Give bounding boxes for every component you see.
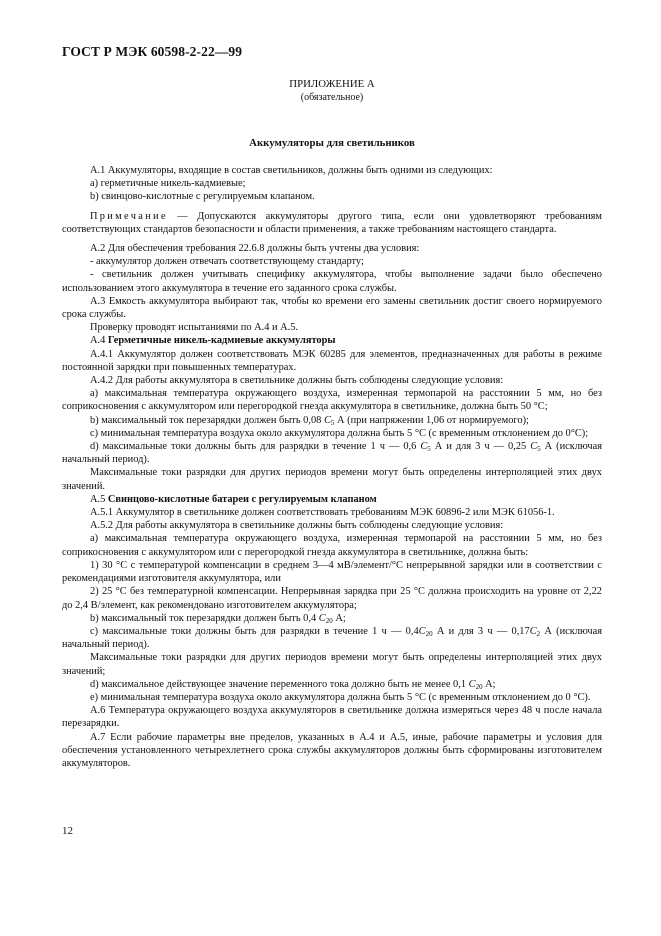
a6-text: А.6 Температура окружающего воздуха аккумуляторов в светильнике должна измеряться через 48 ч после начала перезарядки.	[62, 705, 602, 730]
a4-2-c: с) минимальная температура воздуха около аккумулятора должна быть 5 °С (с временным отклонением до 0°С);	[90, 427, 589, 439]
a5-1: А.5.1 Аккумулятор в светильнике должен соответствовать требованиям МЭК 60896-2 или МЭК 61056-1.	[90, 507, 555, 519]
page-number: 12	[62, 825, 73, 837]
a2-intro: А.2 Для обеспечения требования 22.6.8 должны быть учтены два условия:	[90, 243, 420, 255]
a5-num: А.5	[90, 493, 106, 505]
a5-2-d: d) максимальное действующее значение переменного тока должно быть не менее 0,1 $C_{20}$ А;	[90, 678, 496, 691]
a4-2-a: а) максимальная температура окружающего воздуха, измеренная термопарой на расстоянии 5 мм, но без соприкосновения с аккумулятором или перегородкой гнезда аккумулятора в светильнике, должна быть 50 °С;	[62, 388, 602, 413]
section-title: Аккумуляторы для светильников	[249, 137, 415, 149]
document-body	[62, 164, 602, 770]
a4-other: Максимальные токи разрядки для других периодов времени могут быть определены интерполяцией этих двух значений.	[62, 467, 602, 492]
a5-other: Максимальные токи разрядки для других периодов времени могут быть определены интерполяцией этих двух значений;	[62, 652, 602, 677]
a5-2-b: b) максимальный ток перезарядки должен быть 0,4 $C_{20}$ А;	[90, 612, 346, 625]
a4-1: А.4.1 Аккумулятор должен соответствовать МЭК 60285 для элементов, предназначенных для работы в режиме постоянной зарядки при повышенных температурах.	[62, 348, 602, 373]
a4-2-b: b) максимальный ток перезарядки должен быть 0,08 $C_5$ А (при напряжении 1,06 от нормируемого);	[90, 414, 529, 427]
note-paragraph	[62, 210, 602, 236]
a4-heading	[90, 334, 602, 347]
a5-2: А.5.2 Для работы аккумулятора в светильнике должны быть соблюдены следующие условия:	[90, 520, 504, 532]
a4-num: А.4	[90, 335, 106, 347]
a2-condition-2: - светильник должен учитывать специфику аккумулятора, чтобы выполнение задачи было обеспечено использованием этого аккумулятора в течение его заданного срока службы.	[62, 269, 602, 294]
a1-item-a: а) герметичные никель-кадмиевые;	[90, 178, 246, 190]
a5-2-a2: 2) 25 °С без температурной компенсации. Непрерывная зарядка при 25 °С должна происходить на уровне от 2,22 до 2,4 В/элемент, как рекомендовано изготовителем аккумулятора;	[62, 586, 602, 611]
a4-2-d: d) максимальные токи должны быть для разрядки в течение 1 ч — 0,6 $C_5$ А и для 3 ч — 0,25 $C_5$ А (исключая начальный период).	[62, 441, 602, 466]
a1-item-b: b) свинцово-кислотные с регулируемым клапаном.	[90, 191, 315, 203]
a5-2-e: е) минимальная температура воздуха около аккумулятора должна быть 5 °С (с временным отклонением до 0 °С).	[90, 691, 591, 703]
annex-status: (обязательное)	[300, 92, 364, 103]
a2-condition-1: - аккумулятор должен отвечать соответствующему стандарту;	[90, 256, 364, 268]
a5-title: Свинцово-кислотные батареи с регулируемым клапаном	[107, 493, 377, 505]
a5-2-a1: 1) 30 °С с температурой компенсации в среднем 3—4 мВ/элемент/°С непрерывной зарядки или в соответствии с рекомендациями изготовителя аккумулятора, или	[62, 559, 602, 585]
a5-2-a: а) максимальная температура окружающего воздуха, измеренная термопарой на расстоянии 5 мм, но без соприкосновения с аккумулятором или с перегородкой гнезда аккумулятора в светильнике, должна быть:	[62, 533, 602, 558]
a3-check: Проверку проводят испытаниями по А.4 и А.5.	[90, 322, 299, 334]
annex-title: ПРИЛОЖЕНИЕ А	[289, 78, 375, 90]
a4-2: А.4.2 Для работы аккумулятора в светильнике должны быть соблюдены следующие условия:	[90, 375, 504, 387]
a5-heading	[90, 493, 602, 506]
a5-2-c: с) максимальные токи должны быть для разрядки в течение 1 ч — $0,4C_{20}$ А и для 3 ч — $0,17C_2$ А (исключая начальный период).	[62, 625, 602, 651]
note-text: — Допускаются аккумуляторы другого типа, если они удовлетворяют требованиям соответствующих стандартов безопасности и области применения, а также требованиям настоящего стандарта.	[62, 210, 602, 235]
a4-title: Герметичные никель-кадмиевые аккумуляторы	[107, 335, 336, 347]
a7-text: А.7 Если рабочие параметры вне пределов, указанных в А.4 и А.5, иные, рабочие параметры и условия для обеспечения установленного четырехлетнего срока службы аккумуляторов должны быть сформированы изготовителем аккумуляторов.	[62, 731, 602, 769]
a1-intro: А.1 Аккумуляторы, входящие в состав светильников, должны быть одними из следующих:	[90, 165, 493, 176]
a3-text: А.3 Емкость аккумулятора выбирают так, чтобы ко времени его замены светильник достиг своего нормируемого срока службы.	[62, 295, 602, 321]
note-label: Примечание	[90, 210, 168, 222]
standard-header: ГОСТ Р МЭК 60598-2-22—99	[62, 44, 243, 59]
